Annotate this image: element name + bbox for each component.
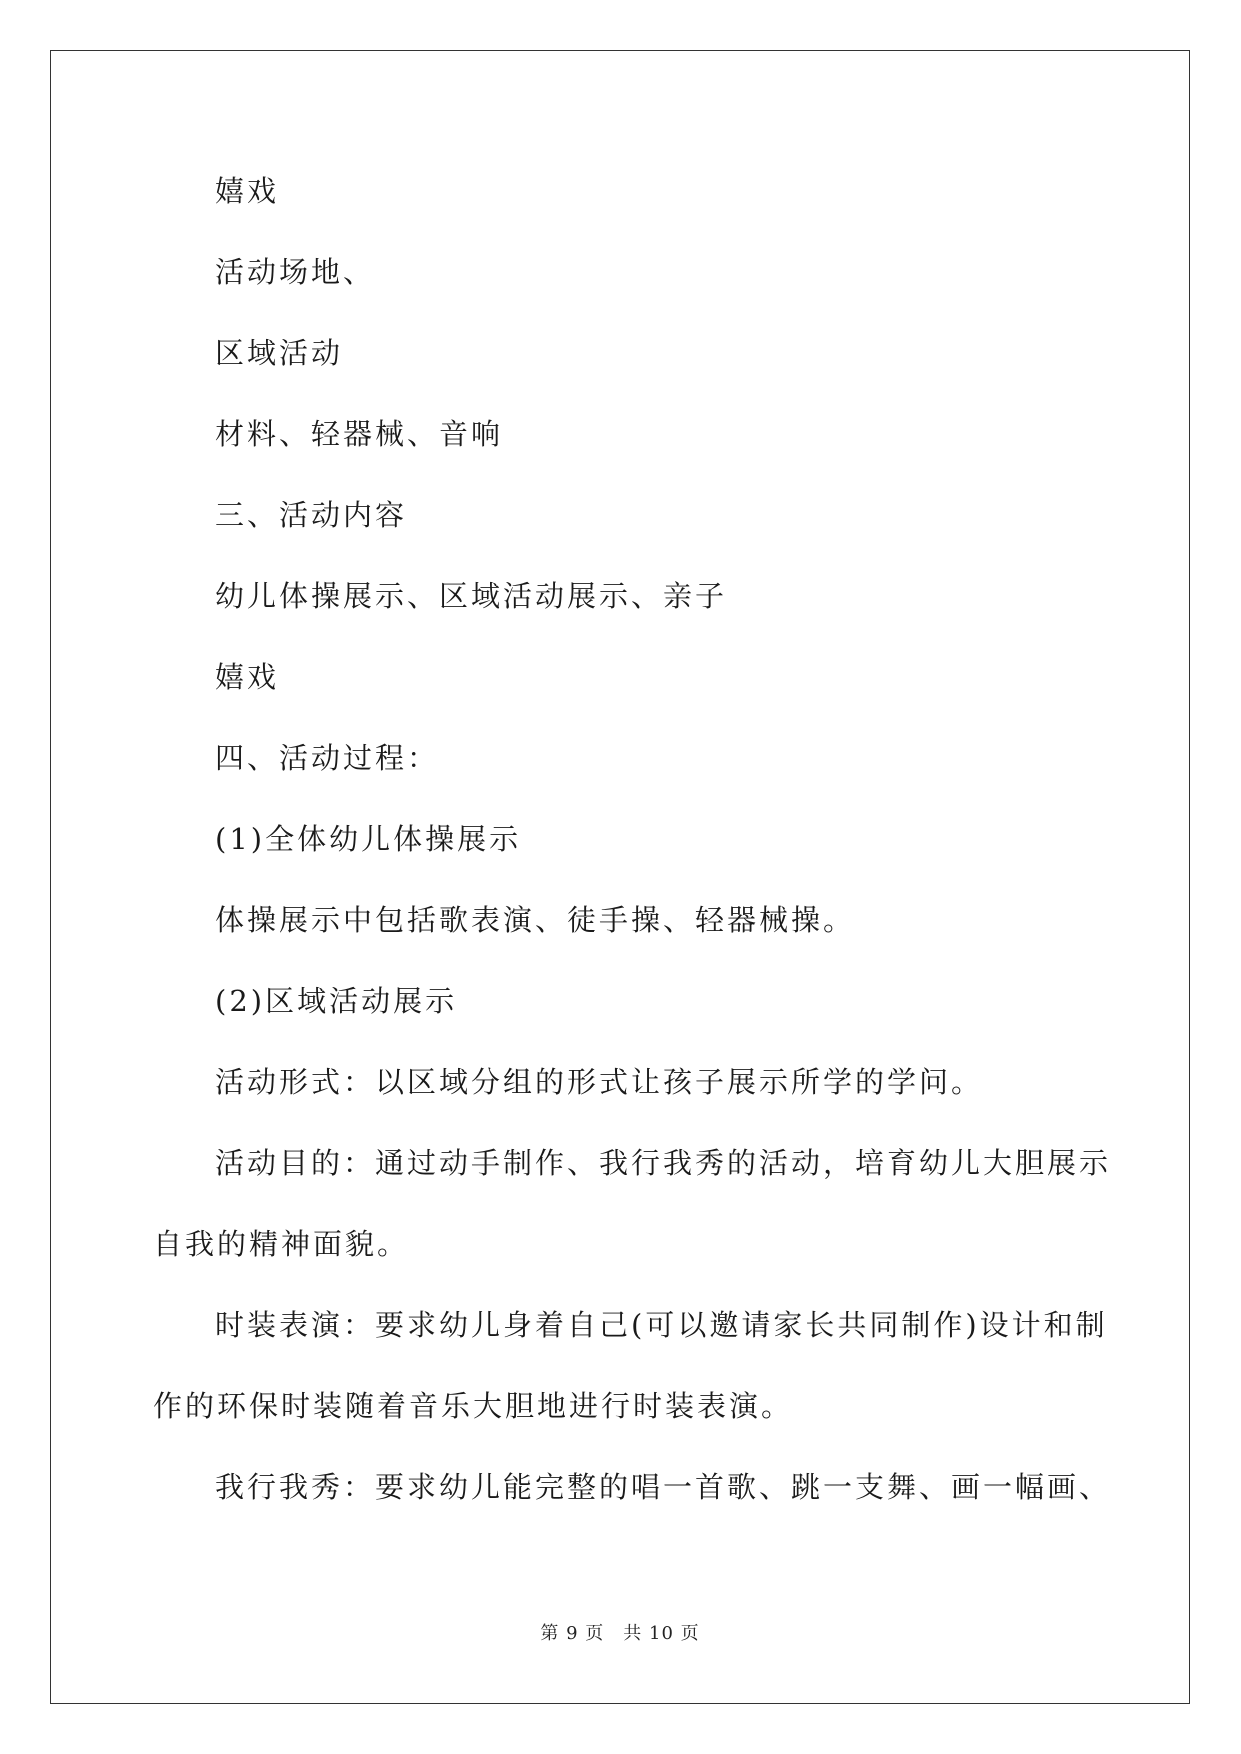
paragraph: 活动场地、 xyxy=(215,255,376,289)
paragraph: 三、活动内容 xyxy=(215,498,408,532)
document-body xyxy=(51,51,1189,1703)
paragraph: 活动目的：通过动手制作、我行我秀的活动，培育幼儿大胆展示 xyxy=(215,1146,1112,1180)
paragraph: 嬉戏 xyxy=(215,174,280,208)
paragraph: 自我的精神面貌。 xyxy=(153,1227,410,1261)
paragraph: 作的环保时装随着音乐大胆地进行时装表演。 xyxy=(153,1389,794,1423)
page-frame xyxy=(50,50,1190,1704)
paragraph: 嬉戏 xyxy=(215,660,280,694)
paragraph: 体操展示中包括歌表演、徒手操、轻器械操。 xyxy=(215,903,856,937)
paragraph: 活动形式：以区域分组的形式让孩子展示所学的学问。 xyxy=(215,1065,984,1099)
paragraph: 时装表演：要求幼儿身着自己(可以邀请家长共同制作)设计和制 xyxy=(215,1308,1108,1342)
paragraph: (1)全体幼儿体操展示 xyxy=(215,822,522,856)
paragraph: (2)区域活动展示 xyxy=(215,984,458,1018)
paragraph: 区域活动 xyxy=(215,336,344,370)
page-number-footer: 第 9 页 共 10 页 xyxy=(540,1623,700,1644)
paragraph: 四、活动过程： xyxy=(215,741,440,775)
paragraph: 材料、轻器械、音响 xyxy=(215,417,504,451)
paragraph: 幼儿体操展示、区域活动展示、亲子 xyxy=(215,579,728,613)
paragraph: 我行我秀：要求幼儿能完整的唱一首歌、跳一支舞、画一幅画、 xyxy=(215,1470,1112,1504)
